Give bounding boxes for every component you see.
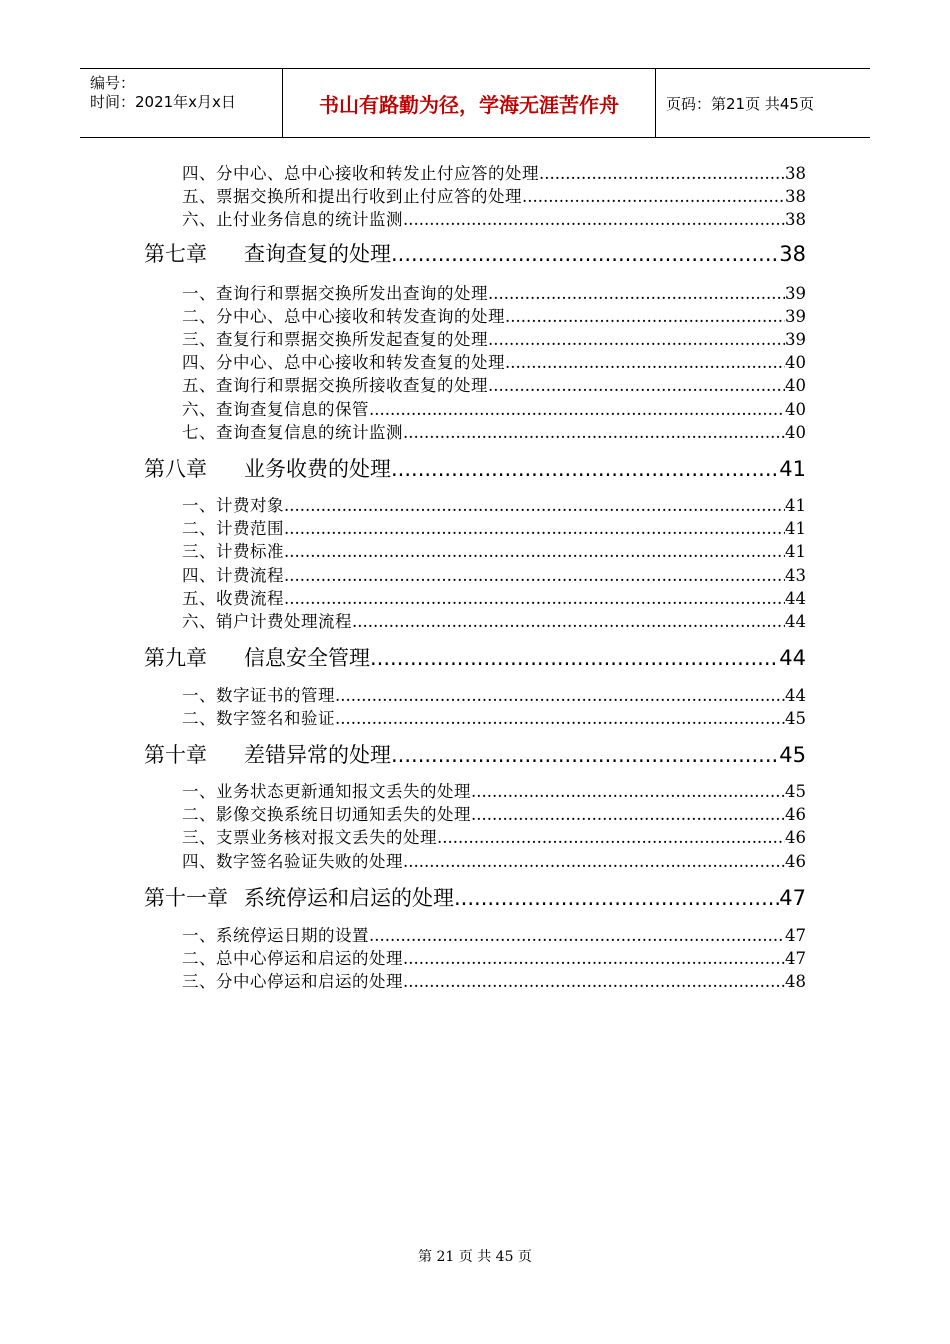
toc-entry-label: 一、数字证书的管理 <box>182 686 335 705</box>
toc-section-entry[interactable] <box>182 160 806 183</box>
toc-section-entry[interactable] <box>182 824 806 847</box>
toc-section-entry[interactable] <box>182 682 806 705</box>
toc-page-number: 41 <box>785 542 806 561</box>
toc-page-number: 38 <box>785 164 806 183</box>
chapter-title: 差错异常的处理 <box>244 743 391 767</box>
toc-page-number: 40 <box>785 423 806 442</box>
toc-chapter-entry[interactable] <box>144 882 806 912</box>
toc-section-entry[interactable] <box>182 396 806 419</box>
toc-page-number: 47 <box>779 886 806 910</box>
page-header <box>80 68 870 138</box>
dot-leader <box>522 187 785 206</box>
chapter-number: 第八章 <box>144 457 207 481</box>
toc-page-number: 45 <box>785 709 806 728</box>
chapter-number: 第九章 <box>144 646 207 670</box>
toc-page-number: 41 <box>779 457 806 481</box>
toc-entry-label <box>144 642 370 672</box>
dot-leader <box>488 376 785 395</box>
chapter-title: 系统停运和启运的处理 <box>244 886 454 910</box>
dot-leader <box>488 330 785 349</box>
toc-page-number: 39 <box>785 284 806 303</box>
toc-section-entry[interactable] <box>182 349 806 372</box>
toc-entry-label: 六、止付业务信息的统计监测 <box>182 210 403 229</box>
toc-entry-label: 二、数字签名和验证 <box>182 709 335 728</box>
dot-leader <box>488 284 785 303</box>
toc-entry-label: 四、数字签名验证失败的处理 <box>182 852 403 871</box>
dot-leader <box>284 496 785 515</box>
chapter-number: 第十一章 <box>144 886 228 910</box>
toc-entry-label: 六、销户计费处理流程 <box>182 612 352 631</box>
dot-leader <box>437 828 785 847</box>
toc-section-entry[interactable] <box>182 945 806 968</box>
toc-entry-label: 二、计费范围 <box>182 519 284 538</box>
header-meta <box>80 69 282 137</box>
chapter-title: 查询查复的处理 <box>244 242 391 266</box>
dot-leader <box>539 164 785 183</box>
dot-leader <box>284 542 785 561</box>
toc-page-number: 44 <box>779 646 806 670</box>
dot-leader <box>505 353 785 372</box>
toc-page-number: 38 <box>779 242 806 266</box>
toc-page-number: 39 <box>785 330 806 349</box>
toc-section-entry[interactable] <box>182 968 806 991</box>
header-page-info <box>656 69 870 137</box>
toc-page-number: 41 <box>785 519 806 538</box>
toc-page-number: 40 <box>785 376 806 395</box>
toc-section-entry[interactable] <box>182 303 806 326</box>
document-number-label: 编号： <box>90 74 136 92</box>
dot-leader <box>454 886 779 910</box>
toc-section-entry[interactable] <box>182 183 806 206</box>
toc-page-number: 46 <box>785 852 806 871</box>
toc-section-entry[interactable] <box>182 922 806 945</box>
toc-page-number: 40 <box>785 353 806 372</box>
document-date: 时间：2021年x月x日 <box>90 93 236 111</box>
toc-entry-label <box>144 238 391 268</box>
toc-page-number: 46 <box>785 805 806 824</box>
header-motto: 书山有路勤为径，学海无涯苦作舟 <box>282 69 656 137</box>
dot-leader <box>403 852 785 871</box>
dot-leader <box>403 423 785 442</box>
toc-chapter-entry[interactable] <box>144 739 806 769</box>
dot-leader <box>403 210 785 229</box>
toc-entry-label: 三、支票业务核对报文丢失的处理 <box>182 828 437 847</box>
toc-chapter-entry[interactable] <box>144 238 806 268</box>
toc-page-number: 38 <box>785 187 806 206</box>
toc-entry-label: 七、查询查复信息的统计监测 <box>182 423 403 442</box>
toc-section-entry[interactable] <box>182 280 806 303</box>
dot-leader <box>471 805 785 824</box>
dot-leader <box>284 589 785 608</box>
toc-page-number: 38 <box>785 210 806 229</box>
toc-section-entry[interactable] <box>182 585 806 608</box>
toc-section-entry[interactable] <box>182 562 806 585</box>
toc-section-entry[interactable] <box>182 326 806 349</box>
toc-section-entry[interactable] <box>182 801 806 824</box>
dot-leader <box>335 686 785 705</box>
chapter-title: 业务收费的处理 <box>244 457 391 481</box>
toc-section-entry[interactable] <box>182 492 806 515</box>
toc-page-number: 47 <box>785 926 806 945</box>
toc-page-number: 43 <box>785 566 806 585</box>
toc-entry-label: 六、查询查复信息的保管 <box>182 400 369 419</box>
chapter-title: 信息安全管理 <box>244 646 370 670</box>
dot-leader <box>284 566 785 585</box>
toc-page-number: 44 <box>785 612 806 631</box>
toc-section-entry[interactable] <box>182 608 806 631</box>
toc-entry-label: 二、分中心、总中心接收和转发查询的处理 <box>182 307 505 326</box>
toc-section-entry[interactable] <box>182 705 806 728</box>
toc-entry-label: 五、收费流程 <box>182 589 284 608</box>
toc-page-number: 45 <box>785 782 806 801</box>
toc-page-number: 46 <box>785 828 806 847</box>
dot-leader <box>352 612 785 631</box>
toc-section-entry[interactable] <box>182 778 806 801</box>
dot-leader <box>471 782 785 801</box>
toc-entry-label: 五、查询行和票据交换所接收查复的处理 <box>182 376 488 395</box>
toc-page-number: 48 <box>785 972 806 991</box>
toc-section-entry[interactable] <box>182 419 806 442</box>
dot-leader <box>369 926 785 945</box>
toc-entry-label: 一、系统停运日期的设置 <box>182 926 369 945</box>
toc-entry-label: 二、影像交换系统日切通知丢失的处理 <box>182 805 471 824</box>
page-info-text: 页码：第21页 共45页 <box>666 94 814 113</box>
toc-entry-label: 一、业务状态更新通知报文丢失的处理 <box>182 782 471 801</box>
toc-entry-label: 三、分中心停运和启运的处理 <box>182 972 403 991</box>
toc-section-entry[interactable] <box>182 372 806 395</box>
toc-entry-label <box>144 453 391 483</box>
dot-leader <box>403 972 785 991</box>
dot-leader <box>370 646 779 670</box>
toc-chapter-entry[interactable] <box>144 642 806 672</box>
toc-page-number: 41 <box>785 496 806 515</box>
toc-entry-label: 一、计费对象 <box>182 496 284 515</box>
toc-entry-label: 四、分中心、总中心接收和转发查复的处理 <box>182 353 505 372</box>
toc-chapter-entry[interactable] <box>144 453 806 483</box>
toc-section-entry[interactable] <box>182 206 806 229</box>
dot-leader <box>391 743 779 767</box>
toc-entry-label <box>144 739 391 769</box>
toc-page-number: 45 <box>779 743 806 767</box>
page-footer: 第 21 页 共 45 页 <box>418 1249 532 1265</box>
toc-page-number: 44 <box>785 589 806 608</box>
toc-section-entry[interactable] <box>182 848 806 871</box>
toc-entry-label: 一、查询行和票据交换所发出查询的处理 <box>182 284 488 303</box>
toc-entry-label: 四、计费流程 <box>182 566 284 585</box>
toc-entry-label: 四、分中心、总中心接收和转发止付应答的处理 <box>182 164 539 183</box>
chapter-number: 第十章 <box>144 743 207 767</box>
dot-leader <box>335 709 785 728</box>
toc-entry-label: 三、查复行和票据交换所发起查复的处理 <box>182 330 488 349</box>
dot-leader <box>369 400 785 419</box>
toc-entry-label <box>144 882 454 912</box>
toc-entry-label: 二、总中心停运和启运的处理 <box>182 949 403 968</box>
dot-leader <box>391 242 779 266</box>
toc-page-number: 40 <box>785 400 806 419</box>
toc-page-number: 47 <box>785 949 806 968</box>
toc-section-entry[interactable] <box>182 515 806 538</box>
toc-page-number: 44 <box>785 686 806 705</box>
toc-section-entry[interactable] <box>182 538 806 561</box>
dot-leader <box>284 519 785 538</box>
dot-leader <box>403 949 785 968</box>
dot-leader <box>391 457 779 481</box>
toc-entry-label: 五、票据交换所和提出行收到止付应答的处理 <box>182 187 522 206</box>
toc-entry-label: 三、计费标准 <box>182 542 284 561</box>
dot-leader <box>505 307 785 326</box>
toc-page-number: 39 <box>785 307 806 326</box>
chapter-number: 第七章 <box>144 242 207 266</box>
